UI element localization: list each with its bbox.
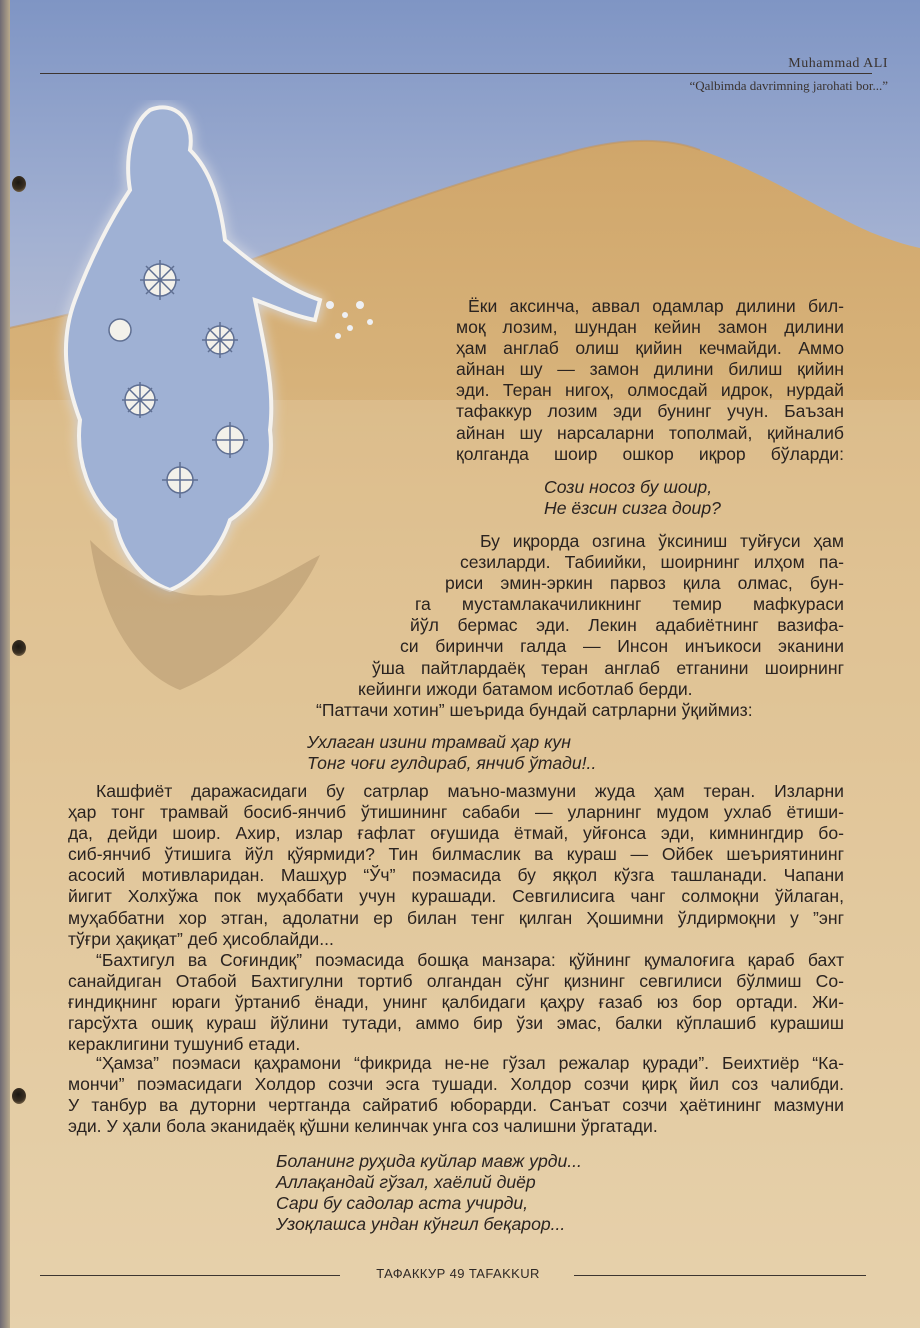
text-line: “Паттачи хотин” шеърида бундай сатрларни ўқиймиз: bbox=[316, 700, 753, 720]
header-subtitle: “Qalbimda davrimning jarohati bor...” bbox=[689, 78, 888, 93]
text-line: йўл бермас эди. Лекин адабиётнинг вазифа- bbox=[410, 615, 844, 636]
text-line: “Ҳамза” поэмаси қаҳрамони “фикрида не-не гўзал режалар қуради”. Беихтиёр “Ка- bbox=[96, 1053, 844, 1073]
paragraph-6 bbox=[68, 1053, 844, 1137]
text-line: мончи” поэмасидаги Холдор созчи эсга тушади. Холдор созчи қирқ йил соз чалибди. bbox=[68, 1074, 844, 1095]
footer-page-number: ТАФАККУР 49 TAFAKKUR bbox=[376, 1266, 540, 1281]
text-line: ўша пайтлардаёқ теран англаб етганини шоирнинг bbox=[372, 657, 844, 678]
paragraph-1-text bbox=[456, 296, 844, 465]
verse-line: Боланинг руҳида куйлар мавж урди... bbox=[276, 1151, 582, 1171]
text-line: тўғри ҳақиқат” деб ҳисоблайди... bbox=[68, 928, 334, 949]
verse-3 bbox=[276, 1151, 582, 1235]
text-line: гарсўхта ошиқ кураш йўлини тутади, аммо бир ўзи эмас, балки кўплашиб курашиш bbox=[68, 1013, 844, 1034]
verse-line: Ухлаган изини трамвай ҳар кун bbox=[307, 732, 571, 752]
text-line: ҳам англаб олиш қийин кечмайди. Аммо bbox=[456, 338, 844, 359]
text-line: га мустамлакачиликнинг темир мафкураси bbox=[415, 594, 844, 615]
text-line: кераклигини тушуниб етади. bbox=[68, 1034, 301, 1055]
verse-1 bbox=[544, 477, 721, 519]
text-line: санайдиган Отабой Бахтигулни тортиб олгандан сўнг қизнинг севгилиси бўлмиш Со- bbox=[68, 971, 844, 992]
text-line: моқ лозим, шундан кейин замон дилини bbox=[456, 317, 844, 338]
text-line: Бу иқрорда озгина ўксиниш туйғуси ҳам bbox=[480, 531, 844, 551]
text-line: эди. У ҳали бола эканидаёқ қўшни келинчак унга соз чалишни ўргатади. bbox=[68, 1116, 658, 1137]
text-line: муҳаббатни хор этган, адолатни ер билан тенг қилган Ҳошимни ўлдирмоқни у ”энг bbox=[68, 907, 844, 928]
paragraph-3 bbox=[316, 700, 753, 721]
paragraph-4 bbox=[68, 781, 844, 950]
footer-rule-left bbox=[40, 1275, 340, 1276]
verse-2 bbox=[307, 732, 596, 774]
text-line: йигит Холхўжа пок муҳаббати учун курашади. Севгилисига чанг солмоқни ўйлаган, bbox=[68, 886, 844, 907]
paragraph-5-lines bbox=[68, 950, 844, 1055]
binding-hole bbox=[12, 1088, 26, 1104]
text-line: да, дейди шоир. Ахир, излар ғафлат оғушида ётмай, уйғонса эди, кимнингдир бо- bbox=[68, 823, 844, 844]
text-line: сиб-янчиб ўтишига йўл қўярмиди? Тин билмаслик ва кураш — Ойбек шеъриятининг bbox=[68, 844, 844, 865]
verse-line: Аллақандай гўзал, хаёлий диёр bbox=[276, 1172, 536, 1193]
text-line: ҳар тонг трамвай босиб-янчиб ўтишининг сабаби — уларнинг мудом ухлаб ётиши- bbox=[68, 802, 844, 823]
text-line: сезиларди. Табиийки, шоирнинг илҳом па- bbox=[460, 552, 844, 573]
verse-line: Сози носоз бу шоир, bbox=[544, 477, 713, 497]
text-line: кейинги ижоди батамом исботлаб берди. bbox=[358, 678, 693, 699]
verse-line: Тонг чоғи гулдираб, янчиб ўтади!.. bbox=[307, 753, 597, 774]
text-line: айнан шу — замон дилини билиш қийин bbox=[456, 359, 844, 380]
text-line: У танбур ва дуторни чертганда сайратиб юборарди. Санъат созчи ҳаётининг мазмуни bbox=[68, 1095, 844, 1116]
text-line: эди. Теран нигоҳ, олмосдай идрок, нурдай bbox=[456, 380, 844, 401]
text-line: тафаккур лозим эди бунинг учун. Баъзан bbox=[456, 401, 844, 422]
header-rule bbox=[40, 73, 872, 74]
text-line: Ёки аксинча, аввал одамлар дилини бил- bbox=[468, 296, 844, 316]
verse-line: Сари бу садолар аста учирди, bbox=[276, 1193, 529, 1214]
paragraph-2 bbox=[290, 531, 844, 700]
text-line: Кашфиёт даражасидаги бу сатрлар маъно-мазмуни жуда ҳам теран. Изларни bbox=[96, 781, 844, 801]
text-line: “Бахтигул ва Соғиндиқ” поэмасида бошқа манзара: қўйнинг қумалоғига қараб бахт bbox=[96, 950, 844, 970]
text-line: ғиндиқнинг юраги ўртаниб ёнади, унинг қалбидаги қаҳру ғазаб юз бор ортади. Жи- bbox=[68, 992, 844, 1013]
verse-line: Не ёзсин сизга доир? bbox=[544, 498, 721, 519]
paragraph-5 bbox=[68, 950, 844, 1055]
text-line: қолганда шоир ошкор иқрор бўларди: bbox=[456, 443, 844, 464]
text-line: асосий мотивларидан. Машҳур “Ўч” поэмасида бу яққол кўзга ташланади. Чапани bbox=[68, 865, 844, 886]
paragraph-1 bbox=[456, 296, 844, 465]
footer-rule-right bbox=[574, 1275, 866, 1276]
paragraph-4-lines bbox=[68, 781, 844, 950]
binding-edge bbox=[0, 0, 10, 1328]
text-line: айнан шу нарсаларни тополмай, қийналиб bbox=[456, 422, 844, 443]
text-line: си биринчи галда — Инсон инъикоси эканини bbox=[400, 636, 844, 657]
header-author: Muhammad ALI bbox=[788, 56, 888, 71]
text-line: риси эмин-эркин парвоз қила олмас, бун- bbox=[445, 573, 844, 594]
paragraph-6-lines bbox=[68, 1053, 844, 1137]
verse-line: Узоқлашса ундан кўнгил беқарор... bbox=[276, 1214, 566, 1235]
